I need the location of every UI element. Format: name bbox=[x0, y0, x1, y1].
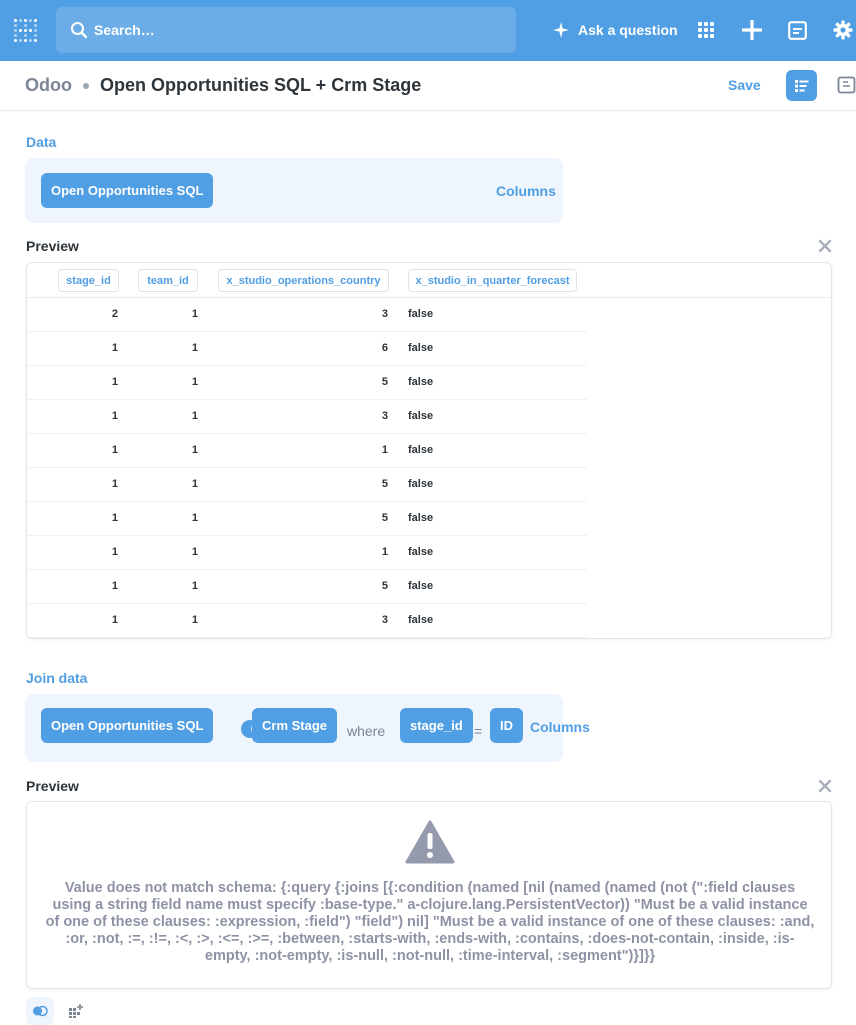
column-header-in-quarter-forecast[interactable]: x_studio_in_quarter_forecast bbox=[408, 269, 577, 292]
join-icon bbox=[32, 1005, 48, 1017]
table-row bbox=[27, 298, 587, 332]
logo-dot bbox=[14, 34, 17, 37]
logo-dot bbox=[34, 39, 37, 42]
logo-dot bbox=[19, 19, 22, 22]
join-operator[interactable]: = bbox=[474, 723, 483, 739]
sparkle-icon bbox=[552, 21, 570, 39]
add-custom-column-button[interactable] bbox=[62, 997, 90, 1025]
table-cell: 2 bbox=[111, 308, 118, 320]
logo-dot bbox=[29, 39, 32, 42]
table-cell: 1 bbox=[111, 410, 118, 422]
table-row bbox=[27, 502, 587, 536]
table-cell: 1 bbox=[191, 546, 198, 558]
table-row bbox=[27, 536, 587, 570]
where-label: where bbox=[347, 723, 386, 739]
table-cell: 1 bbox=[191, 308, 198, 320]
data-source-pill[interactable]: Open Opportunities SQL bbox=[41, 173, 213, 208]
table-cell: 3 bbox=[381, 614, 388, 626]
summarize-icon[interactable] bbox=[837, 75, 856, 95]
gear-icon[interactable] bbox=[830, 17, 856, 43]
table-cell: 1 bbox=[111, 376, 118, 388]
breadcrumb-separator bbox=[83, 83, 89, 89]
logo-dot bbox=[24, 34, 27, 37]
join-left-table-pill[interactable]: Open Opportunities SQL bbox=[41, 708, 213, 743]
preview-label: Preview bbox=[26, 238, 79, 254]
table-cell: false bbox=[408, 410, 434, 422]
table-cell: 1 bbox=[111, 546, 118, 558]
table-row bbox=[27, 604, 587, 638]
table-row bbox=[27, 332, 587, 366]
ask-question-button[interactable] bbox=[552, 15, 678, 45]
logo-dot bbox=[29, 19, 32, 22]
table-cell: false bbox=[408, 546, 434, 558]
table-cell: false bbox=[408, 376, 434, 388]
table-cell: 1 bbox=[191, 580, 198, 592]
logo-dot bbox=[24, 24, 27, 27]
column-header-operations-country[interactable]: x_studio_operations_country bbox=[218, 269, 389, 292]
table-cell: 1 bbox=[111, 478, 118, 490]
table-cell: 1 bbox=[191, 512, 198, 524]
table-cell: false bbox=[408, 512, 434, 524]
table-cell: 1 bbox=[191, 614, 198, 626]
table-cell: 1 bbox=[111, 614, 118, 626]
table-cell: 5 bbox=[381, 376, 388, 388]
close-icon[interactable] bbox=[817, 238, 833, 254]
collection-link[interactable]: Odoo bbox=[25, 75, 72, 95]
table-cell: 1 bbox=[191, 410, 198, 422]
logo-dot bbox=[34, 34, 37, 37]
table-cell: 1 bbox=[191, 376, 198, 388]
table-cell: false bbox=[408, 580, 434, 592]
table-row bbox=[27, 468, 587, 502]
table-cell: 3 bbox=[381, 410, 388, 422]
join-step-box bbox=[25, 694, 590, 762]
table-row bbox=[27, 400, 587, 434]
table-cell: 1 bbox=[111, 342, 118, 354]
table-row bbox=[27, 570, 587, 604]
page-title: Open Opportunities SQL + Crm Stage bbox=[100, 75, 422, 95]
error-preview-card bbox=[26, 801, 832, 989]
logo-dot bbox=[14, 19, 17, 22]
logo-dot bbox=[19, 39, 22, 42]
logo-dot bbox=[14, 24, 17, 27]
table-cell: 1 bbox=[111, 512, 118, 524]
table-cell: 5 bbox=[381, 512, 388, 524]
logo-dot bbox=[34, 19, 37, 22]
table-cell: false bbox=[408, 478, 434, 490]
column-header-team-id[interactable]: team_id bbox=[138, 269, 198, 292]
logo-dot bbox=[29, 29, 32, 32]
grid-plus-icon bbox=[68, 1003, 84, 1019]
search-bar[interactable] bbox=[56, 7, 516, 53]
logo-dot bbox=[34, 24, 37, 27]
search-icon bbox=[70, 21, 88, 39]
data-step-box bbox=[25, 158, 563, 223]
table-cell: 5 bbox=[381, 478, 388, 490]
table-cell: 1 bbox=[191, 444, 198, 456]
question-header bbox=[0, 61, 856, 111]
table-cell: 6 bbox=[381, 342, 388, 354]
preview-table bbox=[26, 262, 832, 639]
join-columns-link[interactable]: Columns bbox=[530, 719, 590, 735]
plus-icon[interactable] bbox=[739, 17, 765, 43]
table-cell: 1 bbox=[191, 342, 198, 354]
table-cell: 1 bbox=[111, 444, 118, 456]
logo-dot bbox=[34, 29, 37, 32]
metabase-logo-icon[interactable] bbox=[14, 19, 38, 43]
list-icon bbox=[795, 79, 809, 93]
table-cell: 1 bbox=[191, 478, 198, 490]
save-button[interactable]: Save bbox=[728, 77, 761, 93]
logo-dot bbox=[24, 19, 27, 22]
join-right-table-pill[interactable]: Crm Stage bbox=[252, 708, 337, 743]
top-nav-bar bbox=[0, 0, 856, 61]
logo-dot bbox=[24, 39, 27, 42]
table-cell: false bbox=[408, 308, 434, 320]
table-cell: false bbox=[408, 444, 434, 456]
columns-link[interactable]: Columns bbox=[496, 183, 556, 199]
breadcrumb bbox=[25, 75, 421, 96]
join-right-field-pill[interactable]: ID bbox=[490, 708, 523, 743]
join-left-field-pill[interactable]: stage_id bbox=[400, 708, 473, 743]
warning-icon bbox=[405, 820, 455, 864]
column-header-stage-id[interactable]: stage_id bbox=[58, 269, 119, 292]
table-cell: 1 bbox=[111, 580, 118, 592]
table-row bbox=[27, 434, 587, 468]
join-step-label: Join data bbox=[26, 670, 88, 686]
data-step-label: Data bbox=[26, 134, 57, 150]
table-cell: false bbox=[408, 342, 434, 354]
table-cell: 3 bbox=[381, 308, 388, 320]
logo-dot bbox=[19, 29, 22, 32]
table-cell: false bbox=[408, 614, 434, 626]
logo-dot bbox=[14, 29, 17, 32]
table-cell: 1 bbox=[381, 444, 388, 456]
search-input[interactable] bbox=[94, 7, 494, 53]
add-join-button[interactable] bbox=[26, 997, 54, 1025]
preview-label-2: Preview bbox=[26, 778, 79, 794]
close-icon[interactable] bbox=[817, 778, 833, 794]
grid-icon[interactable] bbox=[693, 17, 719, 43]
table-cell: 1 bbox=[381, 546, 388, 558]
notebook-icon[interactable] bbox=[784, 17, 810, 43]
table-row bbox=[27, 366, 587, 400]
table-cell: 5 bbox=[381, 580, 388, 592]
logo-dot bbox=[14, 39, 17, 42]
logo-dot bbox=[24, 29, 27, 32]
error-message: Value does not match schema: {:query {:joins [{:condition (named [nil (named (named (not (":field clauses using a string field name must specify :base-type." a-clojure.lang.PersistentVector)) "Must be a valid instance of one of these clauses: :expression, :field") "field") nil] "Must be a valid instance of one of these clauses: :and, :or, :not, :=, :!=, :<, :>, :<=, :>=, :between, :starts-with, :ends-with, :contains, :does-not-contain, :inside, :is-empty, :not-empty, :is-null, :not-null, :time-interval, :segment")}]}} bbox=[45, 880, 815, 964]
ask-question-label: Ask a question bbox=[578, 22, 678, 38]
notebook-toggle-button[interactable] bbox=[786, 70, 817, 101]
